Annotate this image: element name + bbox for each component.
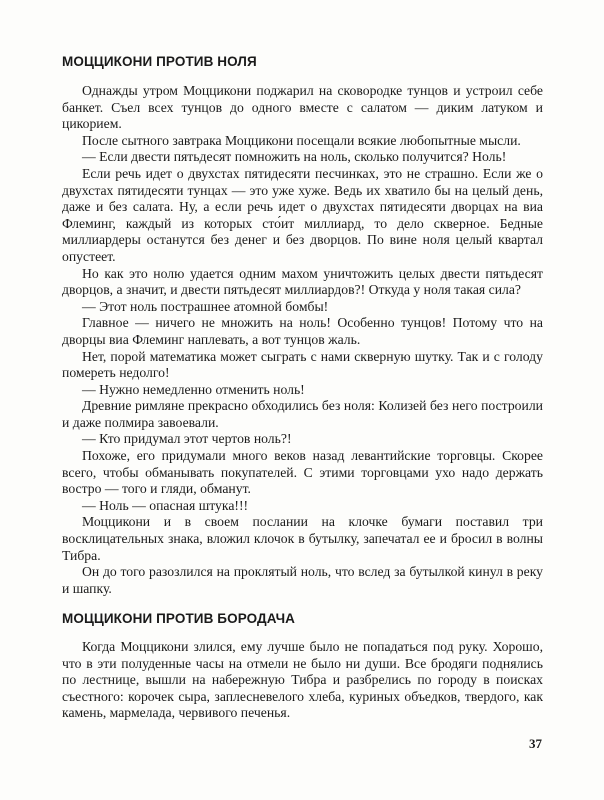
- paragraph: Древние римляне прекрасно обходились без ноля: Колизей без него построили и даже полмира завоевали.: [62, 398, 543, 430]
- paragraph: Моццикони и в своем послании на клочке бумаги поставил три восклицательных знака, вложил клочок в бутылку, запечатал ее и бросил в волны Тибра.: [62, 514, 543, 563]
- paragraph: Нет, порой математика может сыграть с нами скверную шутку. Так и с голоду помереть недолго!: [62, 348, 543, 381]
- paragraph: — Этот ноль пострашнее атомной бомбы!: [82, 298, 329, 314]
- paragraph: Похоже, его придумали много веков назад левантийские торговцы. Скорее всего, чтобы обманывать покупателей. С этими торговцами ухо надо держать востро — того и гляди, обманут.: [62, 448, 543, 497]
- section-body-bearded: [62, 639, 543, 722]
- paragraph: Главное — ничего не множить на ноль! Особенно тунцов! Потому что на дворцы виа Флеминг наплевать, а вот тунцов жаль.: [62, 315, 543, 347]
- paragraph: — Ноль — опасная штука!!!: [82, 497, 249, 513]
- paragraph: — Кто придумал этот чертов ноль?!: [82, 431, 292, 447]
- paragraph: Он до того разозлился на проклятый ноль, что вслед за бутылкой кинул в реку и шапку.: [62, 564, 543, 596]
- paragraph: — Нужно немедленно отменить ноль!: [82, 381, 305, 397]
- page-number: 37: [529, 736, 542, 751]
- section-body-zero: [62, 83, 543, 597]
- paragraph: После сытного завтрака Моццикони посещали всякие любопытные мысли.: [82, 132, 521, 148]
- paragraph: — Если двести пятьдесят помножить на ноль, сколько получится? Ноль!: [82, 149, 507, 165]
- paragraph: Однажды утром Моццикони поджарил на сковородке тунцов и устроил себе банкет. Съел всех тунцов до одного вместе с салатом — диким латуком и цикорием.: [62, 83, 543, 132]
- paragraph: Когда Моццикони злился, ему лучше было не попадаться под руку. Хорошо, что в эти полуденные часы на отмели не было ни души. Все бродяги поднялись по лестнице, вышли на набережную Тибра и разбрелись по городу в поисках съестного: корочек сыра, заплесневелого хлеба, куриных объедков, твердого, как камень, мармелада, червивого печенья.: [62, 639, 543, 721]
- paragraph: Если речь идет о двухстах пятидесяти песчинках, это не страшно. Если же о двухстах пятидесяти тунцах — это уже хуже. Ведь их хватило бы на целый день, даже и без салата. Ну, а если речь идет о двухстах пятидесяти дворцах на виа Флеминг, каждый из которых сто́ит миллиард, то дело скверное. Бедные миллиардеры останутся без денег и без дворцов. По вине ноля целый квартал опустеет.: [62, 165, 543, 264]
- section-title-bearded: МОЦЦИКОНИ ПРОТИВ БОРОДАЧА: [62, 611, 296, 626]
- section-title-zero: МОЦЦИКОНИ ПРОТИВ НОЛЯ: [62, 54, 257, 69]
- paragraph: Но как это нолю удается одним махом уничтожить целых двести пятьдесят дворцов, а значит, и двести пятьдесят миллиардов?! Откуда у ноля такая сила?: [62, 265, 543, 298]
